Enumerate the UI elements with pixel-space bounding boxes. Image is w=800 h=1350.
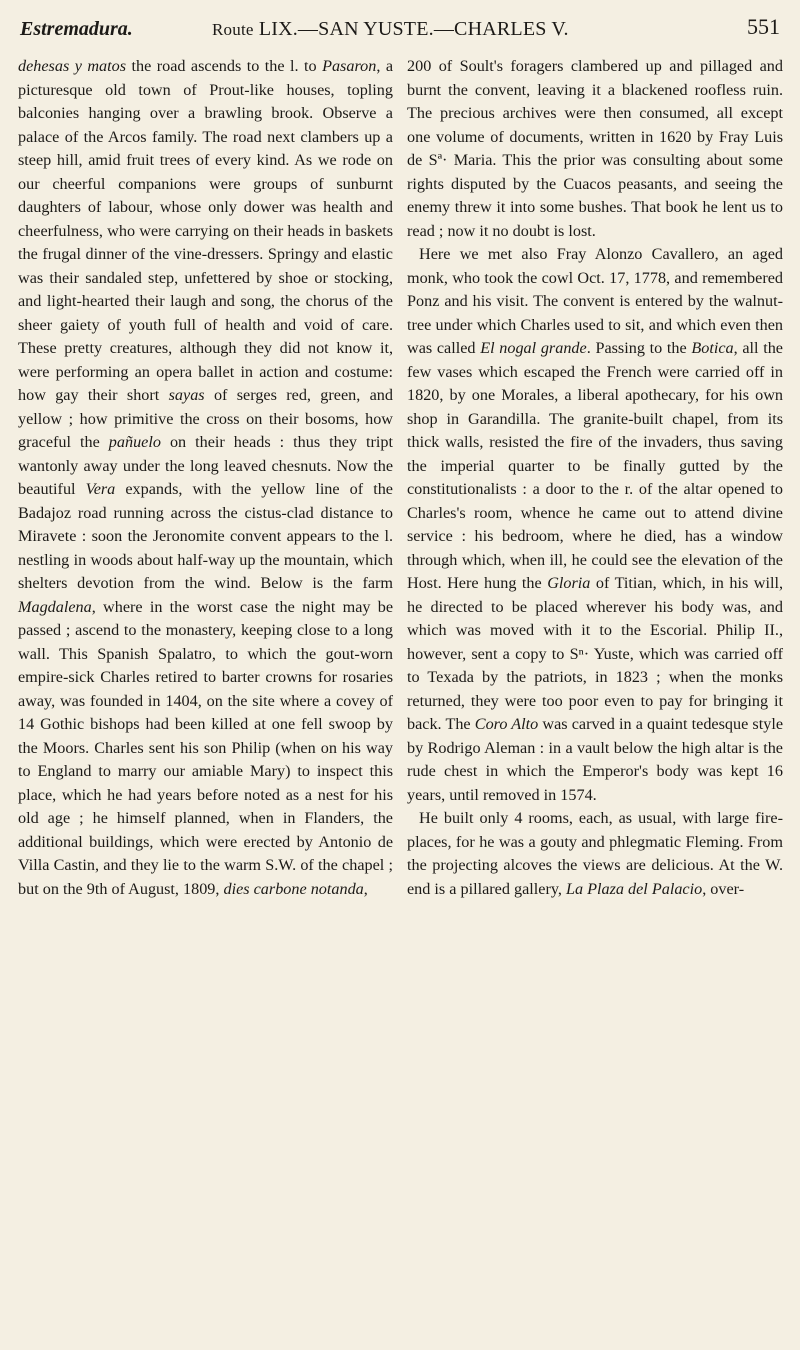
text-run: of serges red, green, and yellow ; how primitive the cross on their bosoms, how graceful the [18, 386, 393, 451]
text-run: He built only 4 rooms, each, as usual, with large fire-places, for he was a gouty and phlegmatic Fleming. From the projecting alcoves the views are delicious. At the W. end is a pillared gallery, [407, 809, 783, 898]
text-run: , all the few vases which escaped the French were carried off in 1820, by one Morales, a liberal apothecary, for his own shop in Garandilla. The granite-built chapel, from its thick walls, resisted the fire of the invaders, thus saving the imperial quarter to be finally gutted by the constitutionalists : a door to the r. of the altar opened to Charles's room, whence he came out to attend divine service : his bedroom, where he died, has a window through which, when ill, he could see the elevation of the Host. Here hung the [407, 339, 783, 592]
italic-run: dehesas y matos [18, 57, 127, 75]
page-number: 551 [747, 14, 780, 39]
right-column [407, 55, 783, 901]
running-header [20, 14, 780, 48]
header-route [212, 18, 569, 41]
text-run: was carved in a quaint tedesque style by Rodrigo Aleman : in a vault below the high altar is the rude chest in which the Emperor's body was kept 16 years, until removed in 1574. [407, 715, 784, 804]
text-run: expands, with the yellow line of the Badajoz road running across the cistus-clad distance to Miravete : soon the Jeronomite convent appears to the l. nestling in woods about half-way up the mountain, which shelters devotion from the wind. Below is the farm [18, 480, 393, 592]
header-route-prefix: Route [212, 20, 254, 39]
text-run: , where in the worst case the night may be passed ; ascend to the monastery, keeping close to a long wall. This Spanish Spalatro, to which the gout-worn empire-sick Charles retired to barter crowns for rosaries away, was founded in 1404, on the site where a covey of 14 Gothic bishops had been killed at one fell swoop by the Moors. Charles sent his son Philip (when on his way to England to marry our amiable Mary) to inspect this place, which he had years before noted as a nest for his old age ; he himself planned, when in Flanders, the additional buildings, which were erected by Antonio de Villa Castin, and they lie to the warm S.W. of the chapel ; but on the 9th of August, 1809, [18, 597, 393, 898]
text-run: on their heads : thus they tript wantonly away under the long leaved chesnuts. Now the beautiful [18, 433, 393, 498]
italic-run: Pasaron [322, 57, 377, 75]
text-run: , a picturesque old town of Prout-like houses, topling balconies hanging over a brawling brook. Observe a palace of the Arcos family. The road next clambers up a steep hill, amid fruit trees of every kind. As we rode on our cheerful companions were groups of sunburnt daughters of labour, whose only dower was health and cheerfulness, who were carrying on their heads in baskets the frugal dinner of the vine-dressers. Springy and elastic was their sandaled step, unfettered by shoe or stocking, and light-hearted their laugh and song, the chorus of the sheer gaiety of youth full of health and void of care. These pretty creatures, although they did not know it, were performing an opera ballet in action and costume: how gay their short [18, 57, 394, 404]
italic-run: El nogal grande [480, 339, 587, 357]
italic-run: pañuelo [108, 433, 161, 451]
italic-run: Magdalena [18, 597, 92, 616]
text-run: 200 of Soult's foragers clambered up and pillaged and burnt the convent, leaving it a blackened roofless ruin. The precious archives were then consumed, all except one volume of documents, written in 1620 by Fray Luis de Sª· Maria. This the prior was consulting about some rights disputed by the Cuacos peasants, and seeing the enemy threw it into some bushes. That book he lent us to read ; now it no doubt is lost. [407, 57, 783, 240]
italic-run: dies carbone notanda [223, 879, 364, 898]
text-run: of Titian, which, in his will, he directed to be placed wherever his body was, and which was moved with it to the Escorial. Philip II., however, sent a copy to Sⁿ· Yuste, which was carried off to Texada by the patriots, in 1823 ; when the monks returned, they were too poor even to pay for bringing it back. The [407, 574, 783, 733]
paragraph [407, 55, 783, 243]
italic-run: Gloria [547, 574, 591, 592]
italic-run: Vera [85, 480, 116, 498]
header-region: Estremadura. [20, 18, 133, 40]
italic-run: Coro Alto [474, 715, 539, 733]
text-run: Here we met also Fray Alonzo Cavallero, an aged monk, who took the cowl Oct. 17, 1778, and remembered Ponz and his visit. The convent is entered by the walnut-tree under which Charles used to sit, and which even then was called [407, 245, 783, 357]
paragraph [18, 55, 393, 901]
italic-run: sayas [168, 386, 205, 404]
italic-run: Botica [691, 339, 734, 357]
paragraph [407, 807, 783, 901]
text-run: , over- [702, 879, 745, 898]
italic-run: La Plaza del Palacio [565, 879, 703, 898]
text-run: , [363, 879, 368, 898]
left-column [18, 55, 393, 901]
header-route-title: LIX.—SAN YUSTE.—CHARLES V. [258, 18, 569, 40]
paragraph [407, 243, 783, 807]
text-run: . Passing to the [586, 339, 692, 357]
text-run: the road ascends to the l. to [126, 57, 323, 75]
